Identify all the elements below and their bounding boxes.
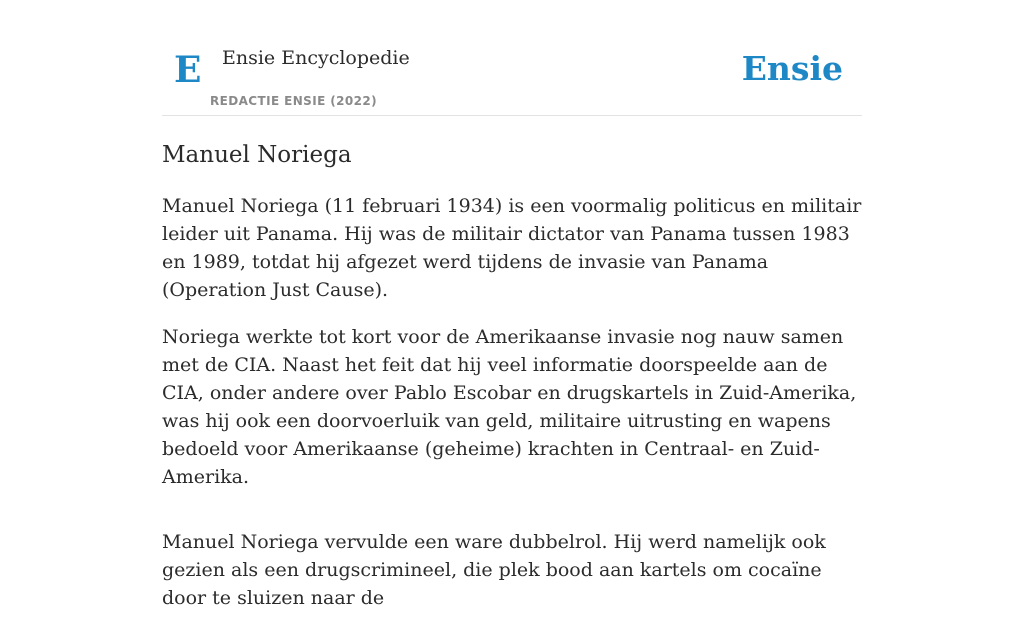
article-title: Manuel Noriega xyxy=(162,142,352,168)
article-paragraph-1: Manuel Noriega (11 februari 1934) is een voormalig politicus en militair leider uit Panama. Hij was de militair dictator van Panama tussen 1983 en 1989, totdat hij afgezet werd tijdens de invasie van Panama (Operation Just Cause). xyxy=(162,195,862,301)
ensie-logo-icon[interactable]: E xyxy=(174,49,202,91)
article-paragraph-3: Manuel Noriega vervulde een ware dubbelrol. Hij werd namelijk ook gezien als een drugscrimineel, die plek bood aan kartels om cocaïne door te sluizen naar de xyxy=(162,531,826,609)
page-header xyxy=(162,0,862,116)
ensie-brand-logo[interactable]: Ensie xyxy=(741,49,843,88)
article-body xyxy=(162,192,862,631)
site-name-link[interactable]: Ensie Encyclopedie xyxy=(222,47,410,69)
author-line: REDACTIE ENSIE (2022) xyxy=(210,94,378,108)
article-paragraph-2: Noriega werkte tot kort voor de Amerikaanse invasie nog nauw samen met de CIA. Naast het feit dat hij veel informatie doorspeelde aan de CIA, onder andere over Pablo Escobar en drugskartels in Zuid-Amerika, was hij ook een doorvoerluik van geld, militaire uitrusting en wapens bedoeld voor Amerikaanse (geheime) krachten in Centraal- en Zuid-Amerika. xyxy=(162,326,857,488)
page-container xyxy=(162,0,862,609)
